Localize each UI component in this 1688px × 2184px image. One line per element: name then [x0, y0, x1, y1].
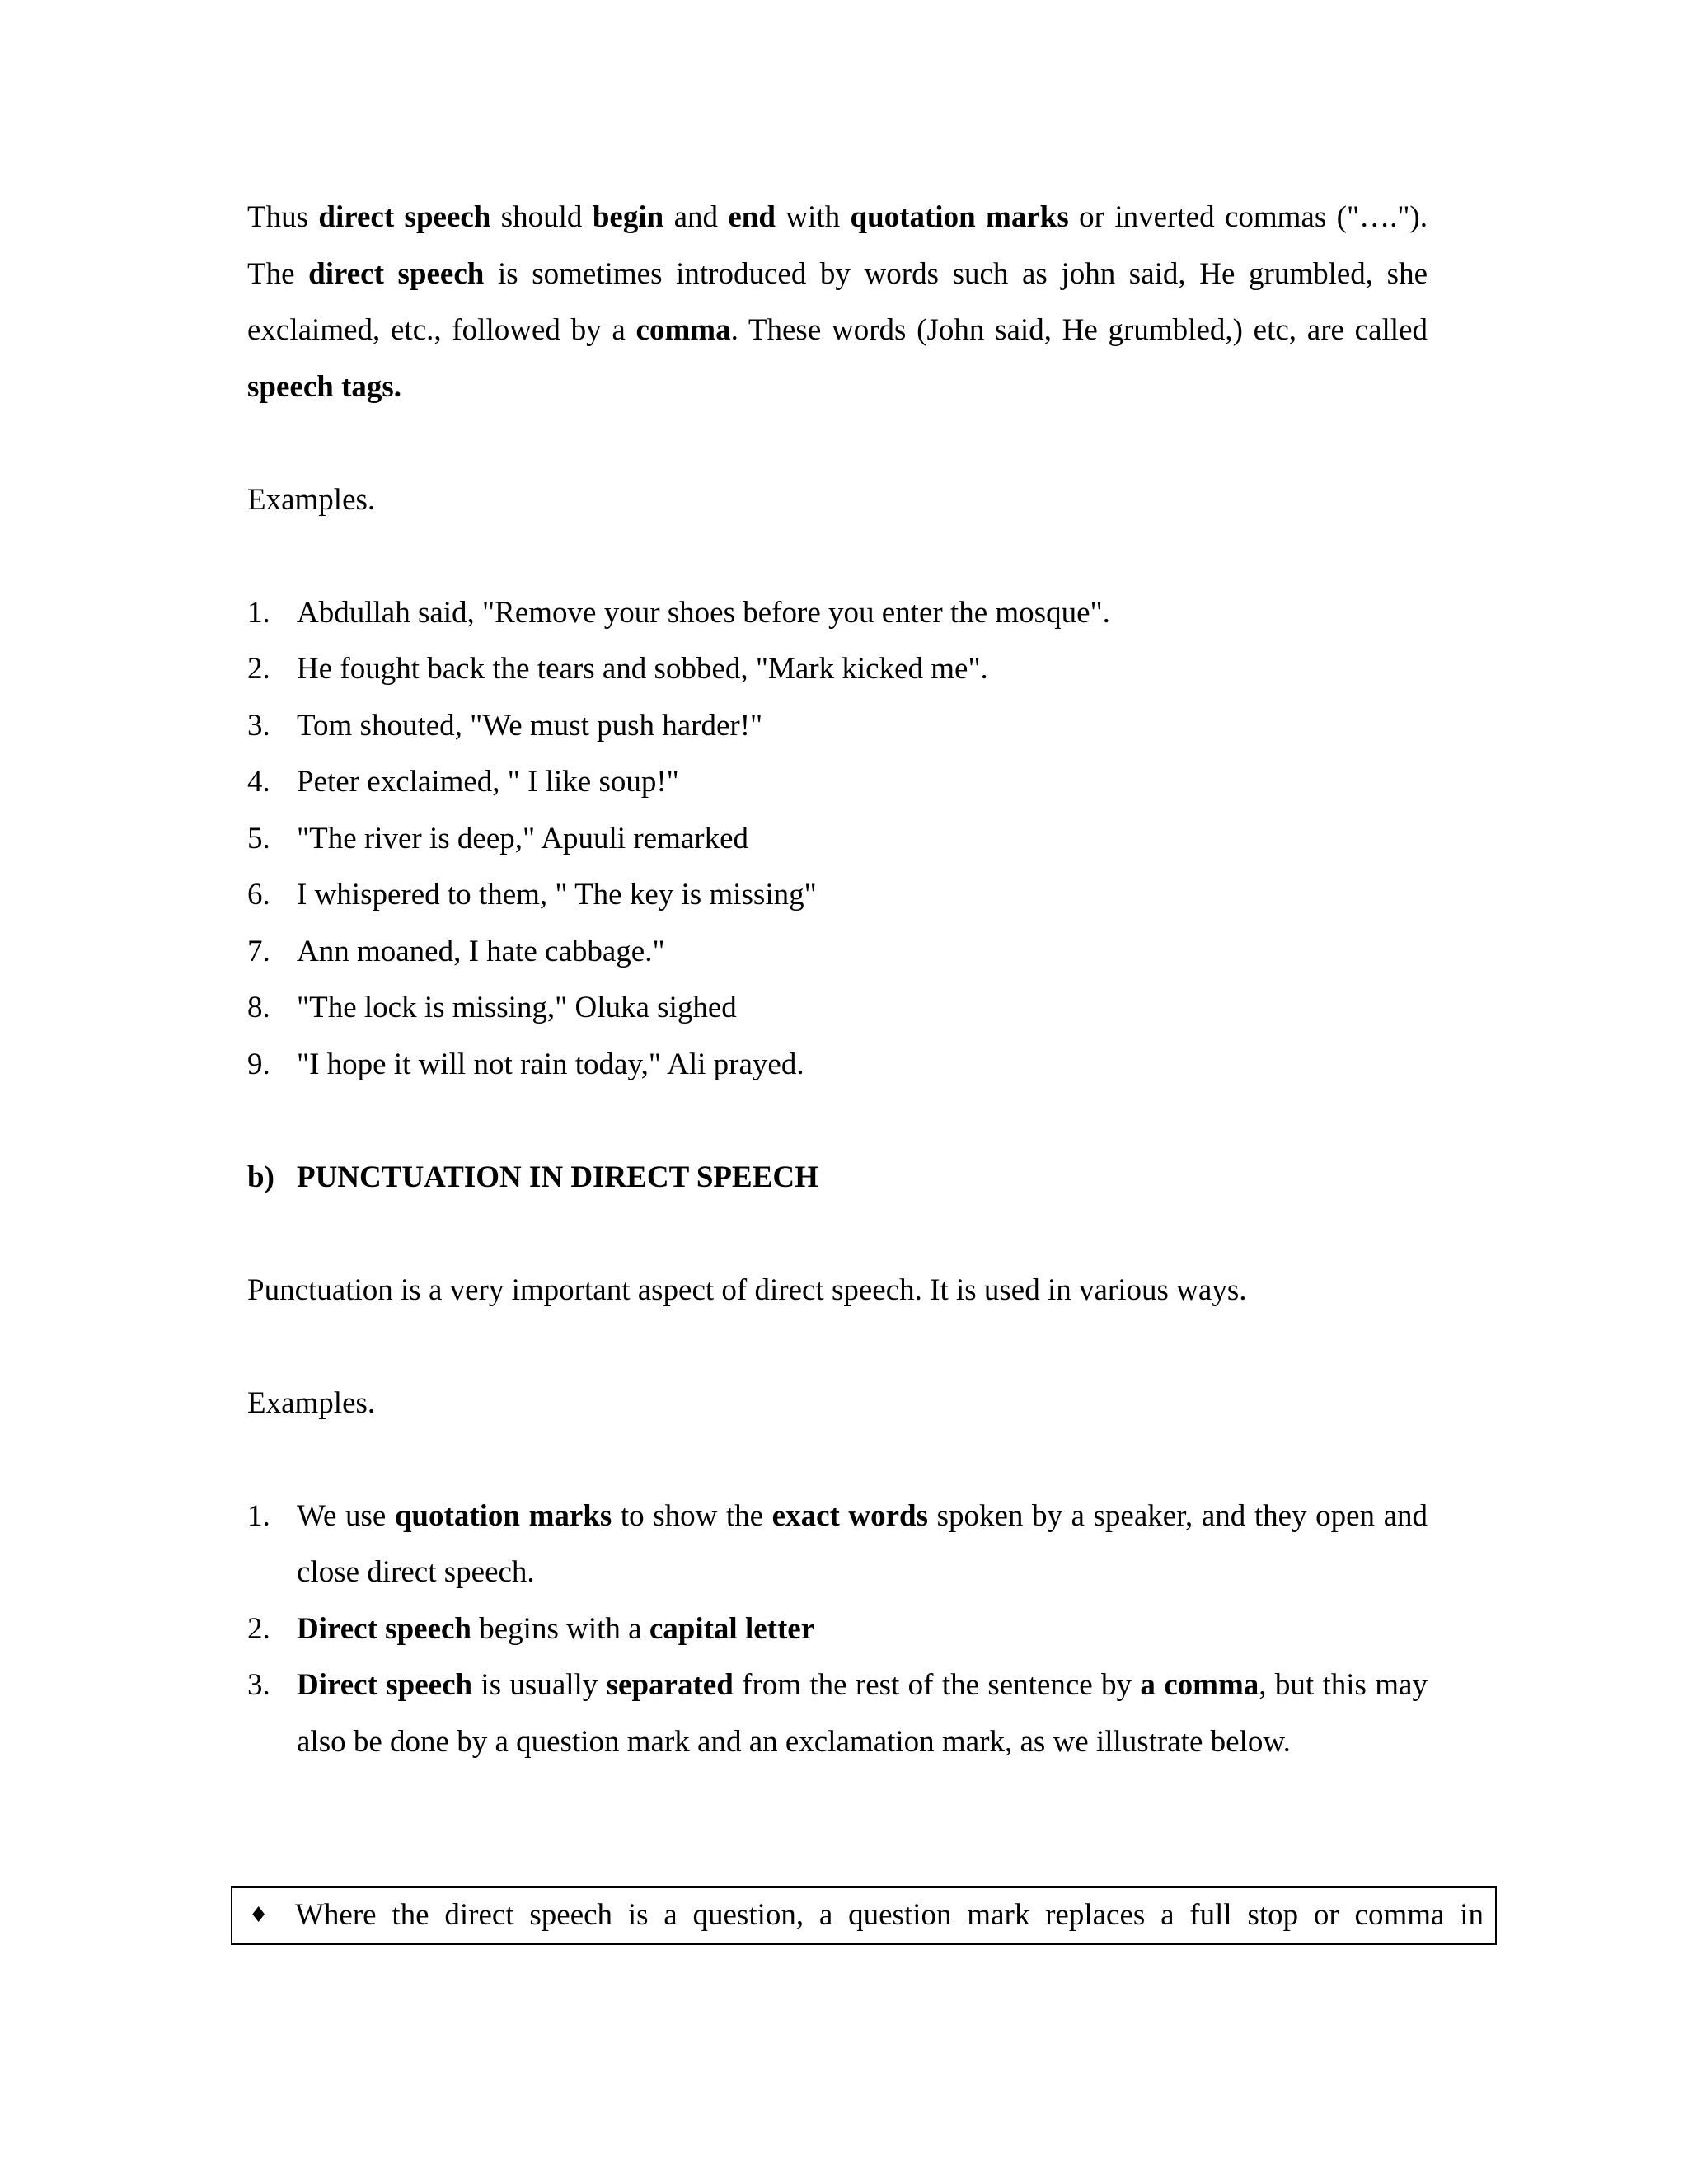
- rules-list: [247, 1488, 1428, 1771]
- rule-bold: Direct speech: [297, 1611, 471, 1646]
- note-text: Where the direct speech is a question, a question mark replaces a full stop or comma in: [295, 1898, 1484, 1932]
- note-box: [231, 1886, 1497, 1945]
- list-text: He fought back the tears and sobbed, "Mark kicked me".: [297, 652, 988, 686]
- list-number: 3.: [247, 708, 270, 743]
- intro-text: should: [490, 200, 593, 234]
- list-item: [247, 698, 1428, 755]
- list-text: Ann moaned, I hate cabbage.": [297, 934, 665, 968]
- rule-bold: capital letter: [649, 1611, 815, 1646]
- examples-label: Examples.: [247, 482, 376, 517]
- list-number: 3.: [247, 1668, 270, 1702]
- list-number: 7.: [247, 934, 270, 968]
- list-item: [247, 754, 1428, 811]
- section-label: b): [247, 1160, 274, 1194]
- page-content: [247, 190, 1428, 1770]
- rule-bold: Direct speech: [297, 1668, 473, 1702]
- rule-text: begins with a: [471, 1611, 649, 1646]
- list-item: [247, 811, 1428, 868]
- spacer: [247, 1093, 1428, 1150]
- intro-text: Thus: [247, 200, 319, 234]
- list-item: [247, 867, 1428, 924]
- list-number: 1.: [247, 595, 270, 630]
- list-text: Tom shouted, "We must push harder!": [297, 708, 763, 743]
- rule-text: to show the: [612, 1498, 772, 1533]
- intro-bold: end: [728, 200, 776, 234]
- rule-bold: exact words: [771, 1498, 929, 1533]
- list-text: "The lock is missing," Oluka sighed: [297, 991, 737, 1024]
- list-number: 1.: [247, 1498, 270, 1533]
- intro-bold: quotation marks: [850, 200, 1069, 234]
- rule-bold: a comma: [1140, 1668, 1259, 1702]
- rule-text: , but this may also be done by a question mark and an exclamation mark, as we illustrate below.: [297, 1668, 1428, 1759]
- list-item: [247, 980, 1428, 1037]
- list-text: Abdullah said, "Remove your shoes before you enter the mosque".: [297, 595, 1110, 630]
- rule-text: spoken by a speaker, and they open and close direct speech.: [297, 1498, 1428, 1589]
- rule-text: is usually: [472, 1668, 607, 1702]
- list-item: [247, 641, 1428, 698]
- intro-bold: begin: [592, 200, 664, 234]
- intro-bold: comma: [635, 313, 731, 347]
- list-number: 2.: [247, 652, 270, 686]
- intro-bold: direct speech: [308, 256, 485, 291]
- punctuation-intro: Punctuation is a very important aspect of direct speech. It is used in various ways.: [247, 1272, 1247, 1307]
- spacer: [247, 1432, 1428, 1488]
- diamond-bullet-icon: ♦: [249, 1903, 269, 1928]
- examples-list: [247, 585, 1428, 1094]
- spacer: [247, 528, 1428, 585]
- list-text: Peter exclaimed, " I like soup!": [297, 765, 679, 799]
- spacer: [247, 415, 1428, 472]
- list-number: 9.: [247, 1047, 270, 1081]
- list-item: [247, 1037, 1428, 1094]
- intro-text: . These words (John said, He grumbled,) etc, are called: [730, 313, 1428, 347]
- spacer: [247, 1319, 1428, 1376]
- spacer: [247, 1206, 1428, 1263]
- list-item: [247, 924, 1428, 981]
- list-number: 8.: [247, 991, 270, 1024]
- list-number: 6.: [247, 878, 270, 912]
- list-item: [247, 1488, 1428, 1601]
- intro-paragraph: [247, 190, 1428, 415]
- intro-text: is sometimes introduced by words such as john said, He grumbled, she exclaimed, etc., followed by a: [247, 256, 1428, 347]
- list-text: I whispered to them, " The key is missing": [297, 878, 817, 912]
- intro-text: with: [775, 200, 851, 234]
- list-number: 5.: [247, 821, 270, 855]
- list-item: [247, 1601, 1428, 1658]
- list-item: [247, 1657, 1428, 1770]
- section-title: PUNCTUATION IN DIRECT SPEECH: [297, 1160, 818, 1194]
- rule-bold: quotation marks: [394, 1498, 612, 1533]
- examples-label: Examples.: [247, 1385, 376, 1420]
- rule-text: from the rest of the sentence by: [733, 1668, 1141, 1702]
- list-number: 4.: [247, 765, 270, 799]
- list-item: [247, 585, 1428, 642]
- list-number: 2.: [247, 1611, 270, 1646]
- intro-bold: direct speech: [318, 200, 491, 234]
- intro-text: or inverted commas ("…."). The: [247, 200, 1428, 291]
- list-text: "The river is deep," Apuuli remarked: [297, 821, 749, 855]
- list-text: "I hope it will not rain today," Ali prayed.: [297, 1047, 804, 1081]
- intro-text: and: [663, 200, 729, 234]
- rule-bold: separated: [606, 1668, 734, 1702]
- section-heading: [247, 1150, 1428, 1207]
- intro-bold: speech tags.: [247, 369, 402, 404]
- rule-text: We use: [297, 1498, 395, 1533]
